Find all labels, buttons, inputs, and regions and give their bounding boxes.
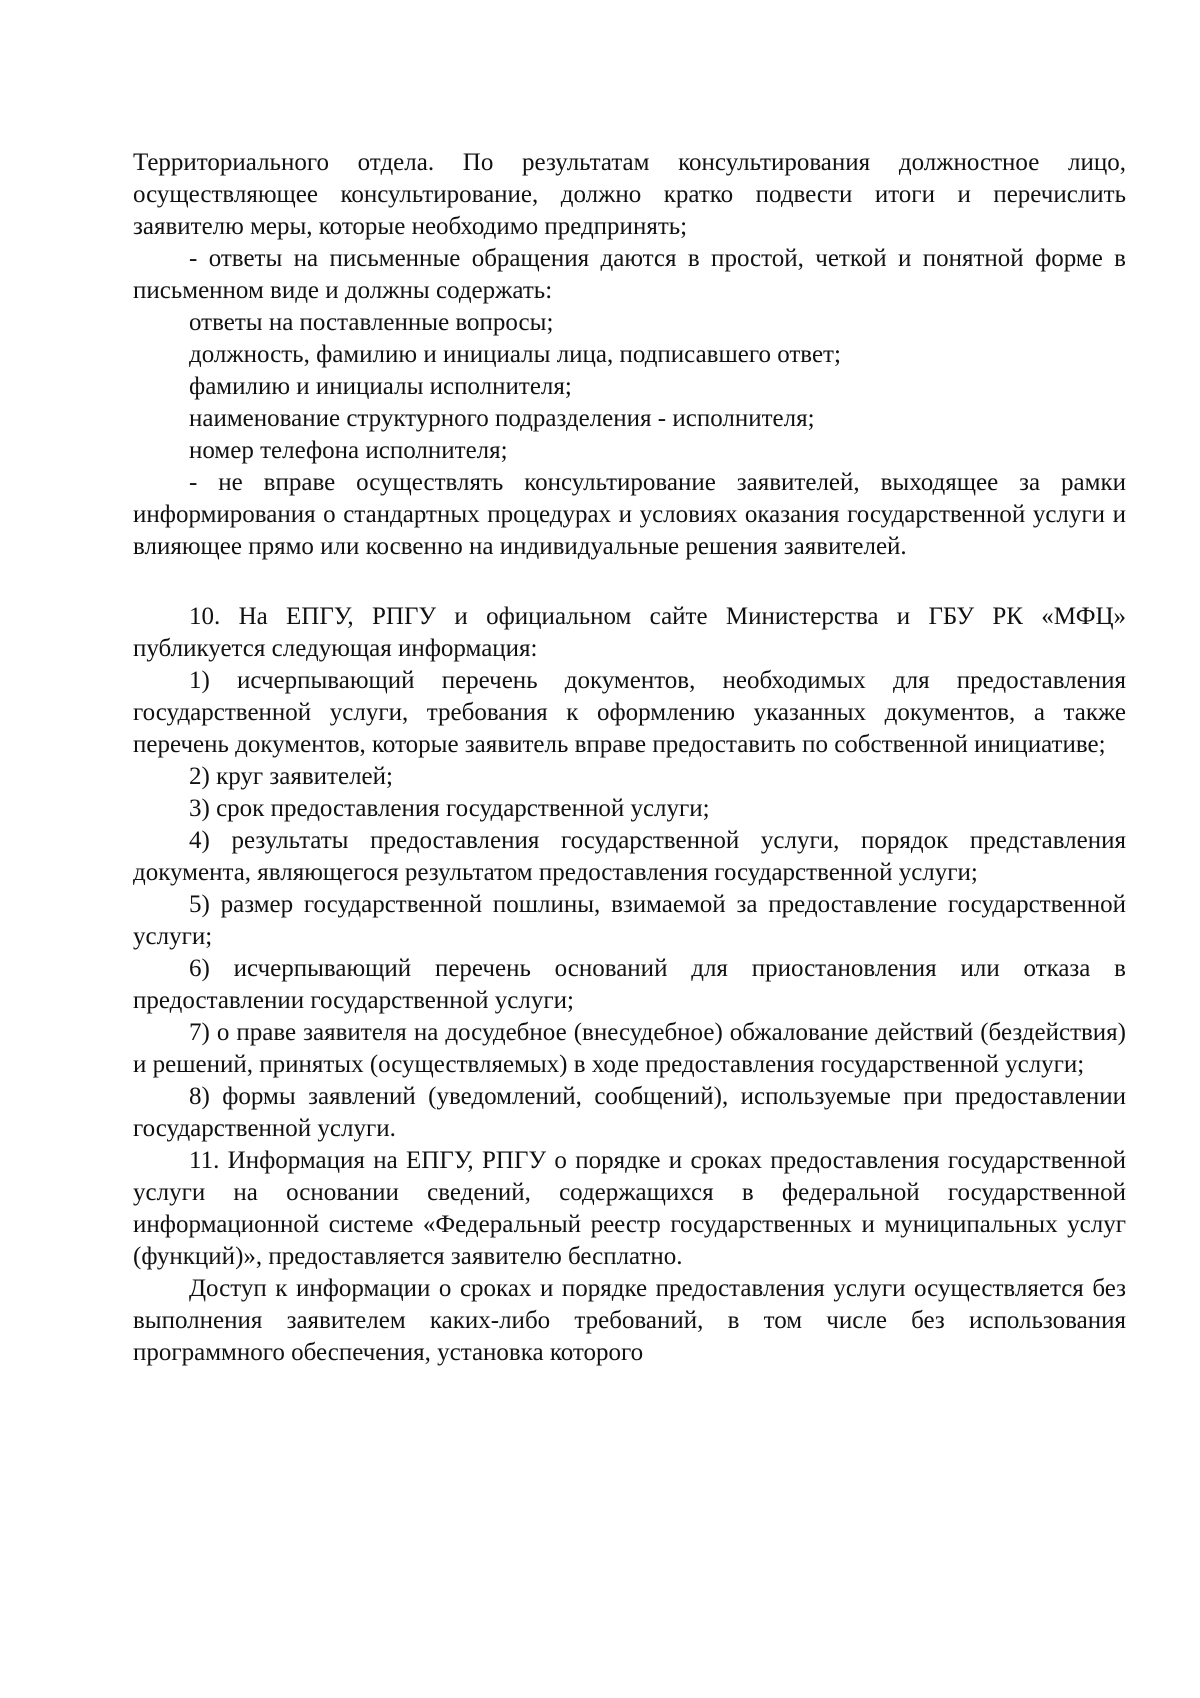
list-item-4: 4) результаты предоставления государственной услуги, порядок представления документа, являющегося результатом предоставления государственной услуги; bbox=[133, 827, 1126, 886]
list-item-answers: ответы на поставленные вопросы; bbox=[189, 309, 554, 336]
paragraph-access-info: Доступ к информации о сроках и порядке предоставления услуги осуществляется без выполнения заявителем каких-либо требований, в том числе без использования программного обеспечения, установка которого bbox=[133, 1275, 1126, 1366]
paragraph-consultation-summary: Территориального отдела. По результатам консультирования должностное лицо, осуществляющее консультирование, должно кратко подвести итоги и перечислить заявителю меры, которые необходимо предпринять; bbox=[133, 149, 1126, 240]
list-item-signer: должность, фамилию и инициалы лица, подписавшего ответ; bbox=[189, 341, 841, 368]
section-spacer bbox=[133, 563, 1126, 601]
paragraph-section-11: 11. Информация на ЕПГУ, РПГУ о порядке и сроках предоставления государственной услуги на основании сведений, содержащихся в федеральной государственной информационной системе «Федеральный реестр государственных и муниципальных услуг (функций)», предоставляется заявителю бесплатно. bbox=[133, 1147, 1126, 1270]
list-item-phone: номер телефона исполнителя; bbox=[189, 437, 508, 464]
list-item-executor-name: фамилию и инициалы исполнителя; bbox=[189, 373, 572, 400]
list-item-2: 2) круг заявителей; bbox=[189, 763, 393, 790]
list-item-7: 7) о праве заявителя на досудебное (внесудебное) обжалование действий (бездействия) и решений, принятых (осуществляемых) в ходе предоставления государственной услуги; bbox=[133, 1019, 1126, 1078]
list-item-5: 5) размер государственной пошлины, взимаемой за предоставление государственной услуги; bbox=[133, 891, 1126, 950]
list-item-3: 3) срок предоставления государственной услуги; bbox=[189, 795, 710, 822]
paragraph-written-answers: - ответы на письменные обращения даются в простой, четкой и понятной форме в письменном виде и должны содержать: bbox=[133, 245, 1126, 304]
list-item-6: 6) исчерпывающий перечень оснований для приостановления или отказа в предоставлении государственной услуги; bbox=[133, 955, 1126, 1014]
list-item-department: наименование структурного подразделения - исполнителя; bbox=[189, 405, 815, 432]
list-item-1: 1) исчерпывающий перечень документов, необходимых для предоставления государственной услуги, требования к оформлению указанных документов, а также перечень документов, которые заявитель вправе предоставить по собственной инициативе; bbox=[133, 667, 1126, 758]
list-item-8: 8) формы заявлений (уведомлений, сообщений), используемые при предоставлении государственной услуги. bbox=[133, 1083, 1126, 1142]
paragraph-consultation-limits: - не вправе осуществлять консультирование заявителей, выходящее за рамки информирования о стандартных процедурах и условиях оказания государственной услуги и влияющее прямо или косвенно на индивидуальные решения заявителей. bbox=[133, 469, 1126, 560]
paragraph-section-10: 10. На ЕПГУ, РПГУ и официальном сайте Министерства и ГБУ РК «МФЦ» публикуется следующая информация: bbox=[133, 603, 1126, 662]
